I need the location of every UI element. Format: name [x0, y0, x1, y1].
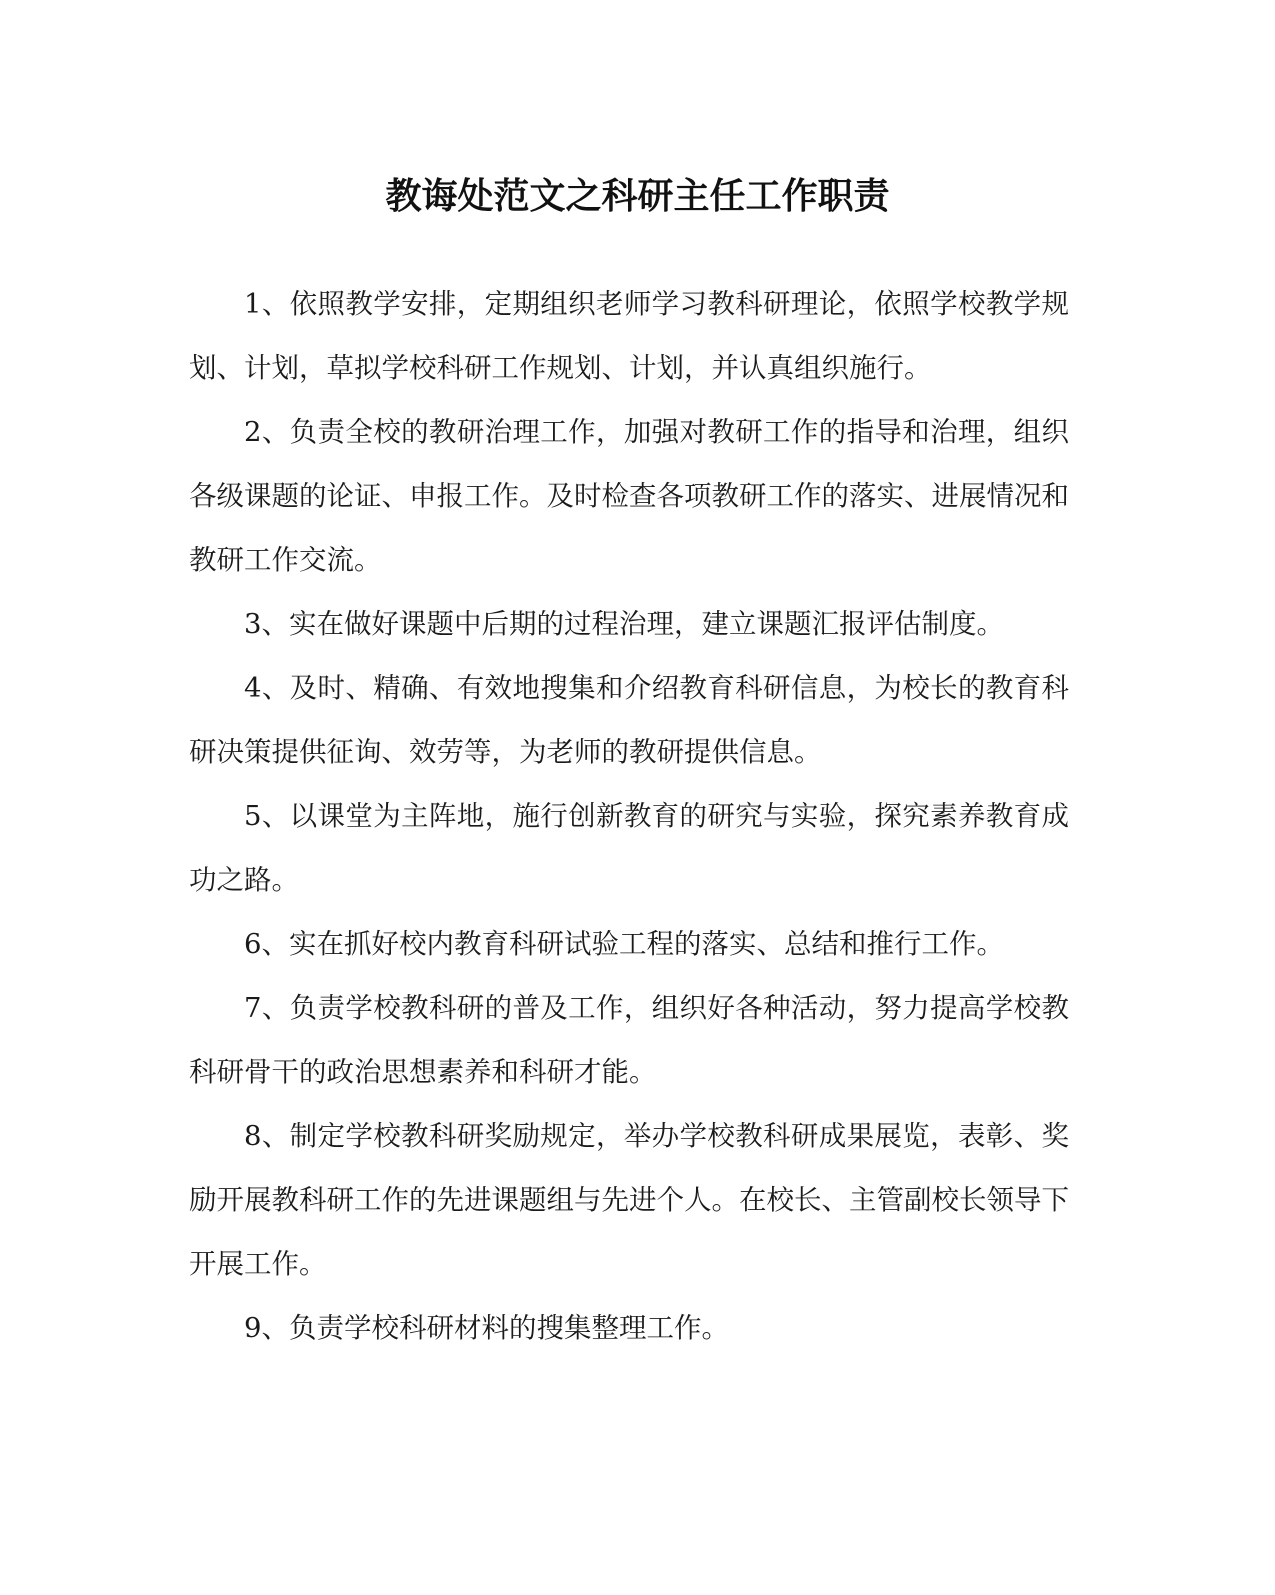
duty-paragraph-4: 4、及时、精确、有效地搜集和介绍教育科研信息，为校长的教育科研决策提供征询、效劳等，为老师的教研提供信息。	[189, 672, 1069, 768]
duty-paragraph-5: 5、以课堂为主阵地，施行创新教育的研究与实验，探究素养教育成功之路。	[189, 800, 1069, 896]
duty-paragraph-8: 8、制定学校教科研奖励规定，举办学校教科研成果展览，表彰、奖励开展教科研工作的先进课题组与先进个人。在校长、主管副校长领导下开展工作。	[189, 1120, 1069, 1280]
duty-paragraph-9: 9、负责学校科研材料的搜集整理工作。	[244, 1312, 729, 1344]
document-title: 教诲处范文之科研主任工作职责	[385, 175, 890, 217]
duty-paragraph-6: 6、实在抓好校内教育科研试验工程的落实、总结和推行工作。	[244, 928, 1004, 960]
document-body	[189, 272, 1069, 1360]
duty-paragraph-7: 7、负责学校教科研的普及工作，组织好各种活动，努力提高学校教科研骨干的政治思想素养和科研才能。	[189, 992, 1069, 1088]
duty-paragraph-2: 2、负责全校的教研治理工作，加强对教研工作的指导和治理，组织各级课题的论证、申报工作。及时检查各项教研工作的落实、进展情况和教研工作交流。	[189, 416, 1069, 576]
duty-paragraph-1: 1、依照教学安排，定期组织老师学习教科研理论，依照学校教学规划、计划，草拟学校科研工作规划、计划，并认真组织施行。	[189, 288, 1069, 384]
duty-paragraph-3: 3、实在做好课题中后期的过程治理，建立课题汇报评估制度。	[244, 608, 1004, 640]
